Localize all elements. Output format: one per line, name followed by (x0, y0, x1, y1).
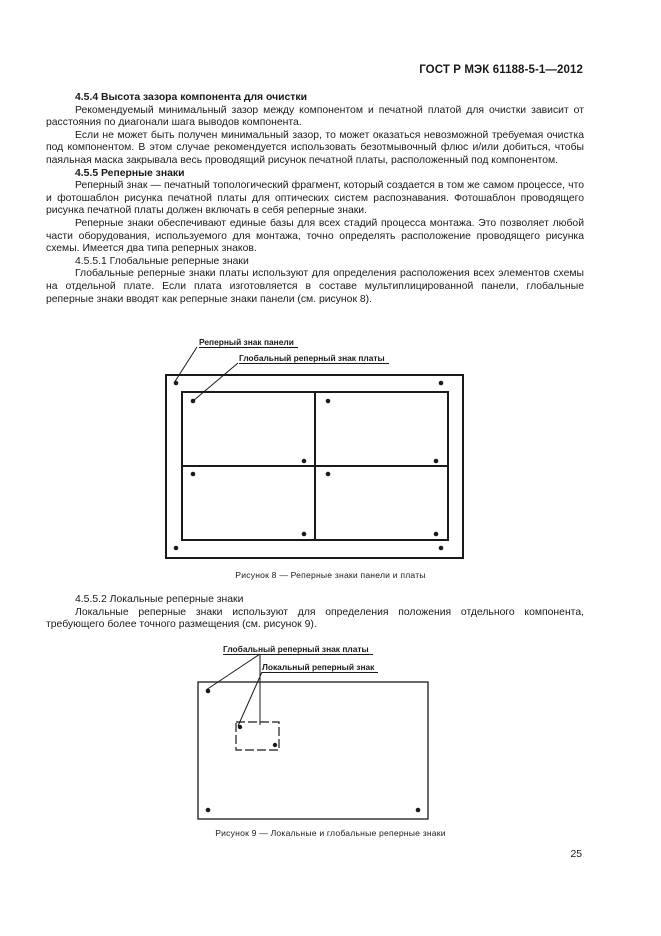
section-title-4-5-5: 4.5.5 Реперные знаки (75, 167, 185, 179)
figure-9-caption: Рисунок 9 — Локальные и глобальные реперные знаки (215, 828, 446, 838)
board-outline-9 (198, 682, 428, 819)
local-fiducial (273, 743, 277, 747)
board-fiducial (326, 472, 331, 477)
leader-line-panel (174, 347, 197, 383)
label-global-fiducial-9: Глобальный реперный знак платы (223, 644, 373, 655)
section-title-4-5-5-2: 4.5.5.2 Локальные реперные знаки (75, 594, 244, 605)
panel-fiducial (439, 381, 444, 386)
section-4-5-5-2 (46, 594, 584, 632)
panel-fiducial (439, 546, 444, 551)
paragraph: Если не может быть получен минимальный зазор, то может оказаться невозможной требуемая очистка под компонентом. В этом случае рекомендуется использовать безотмывочный флюс и/или добиться, чтобы паяльная маска закрывала весь проводящий рисунок печатной платы, расположенный под компонентом. (46, 129, 584, 166)
figure-8-caption: Рисунок 8 — Реперные знаки панели и платы (235, 570, 426, 580)
paragraph: Локальные реперные знаки используют для определения положения отдельного компонента, требующего более точного размещения (см. рисунок 9). (46, 606, 584, 631)
leader-line-board (193, 363, 238, 401)
board-fiducial (302, 532, 307, 537)
label-board-fiducial: Глобальный реперный знак платы (239, 353, 389, 364)
global-fiducial (206, 808, 211, 813)
leader-line-local (238, 672, 262, 726)
panel-fiducial (174, 381, 179, 386)
paragraph: Реперные знаки обеспечивают единые базы для всех стадий процесса монтажа. Это позволяет любой части оборудования, используемого для монтажа, точно определять расположение проводящего рисунка схемы. Имеется два типа реперных знаков. (46, 217, 584, 255)
component-outline (236, 722, 279, 750)
board-fiducial (302, 459, 307, 464)
board-fiducial (326, 399, 331, 404)
label-local-fiducial: Локальный реперный знак (262, 662, 378, 673)
board-fiducial (434, 459, 439, 464)
paragraph: Реперный знак — печатный топологический фрагмент, который создается в том же самом процессе, что и фотошаблон рисунка печатной платы для оптических систем распознавания. Фотошаблон проводящего рисунка печатной платы должен включать в себя реперные знаки. (46, 180, 584, 217)
paragraph: Рекомендуемый минимальный зазор между компонентом и печатной платой для очистки зависит от расстояния по диагонали шага выводов компонента. (46, 104, 584, 129)
board-fiducial (191, 472, 196, 477)
board-fiducial (191, 399, 196, 404)
local-fiducial (238, 725, 242, 729)
panel-fiducial (174, 546, 179, 551)
page-number: 25 (570, 849, 582, 860)
paragraph: Глобальные реперные знаки платы используют для определения расположения всех элементов схемы на отдельной плате. Если плата изготовляется в составе мультиплицированной панели, глобальные реперные знаки вводят как реперные знаки панели (см. рисунок 8). (46, 268, 584, 305)
board-fiducial (434, 532, 439, 537)
global-fiducial (416, 808, 421, 813)
section-title-4-5-4: 4.5.4 Высота зазора компонента для очистки (75, 92, 307, 103)
section-title-4-5-5-1: 4.5.5.1 Глобальные реперные знаки (75, 255, 249, 267)
document-header: ГОСТ Р МЭК 61188-5-1—2012 (419, 64, 583, 76)
label-panel-fiducial: Реперный знак панели (199, 337, 298, 348)
leader-line-global-9-diag (206, 654, 260, 690)
global-fiducial (206, 689, 211, 694)
